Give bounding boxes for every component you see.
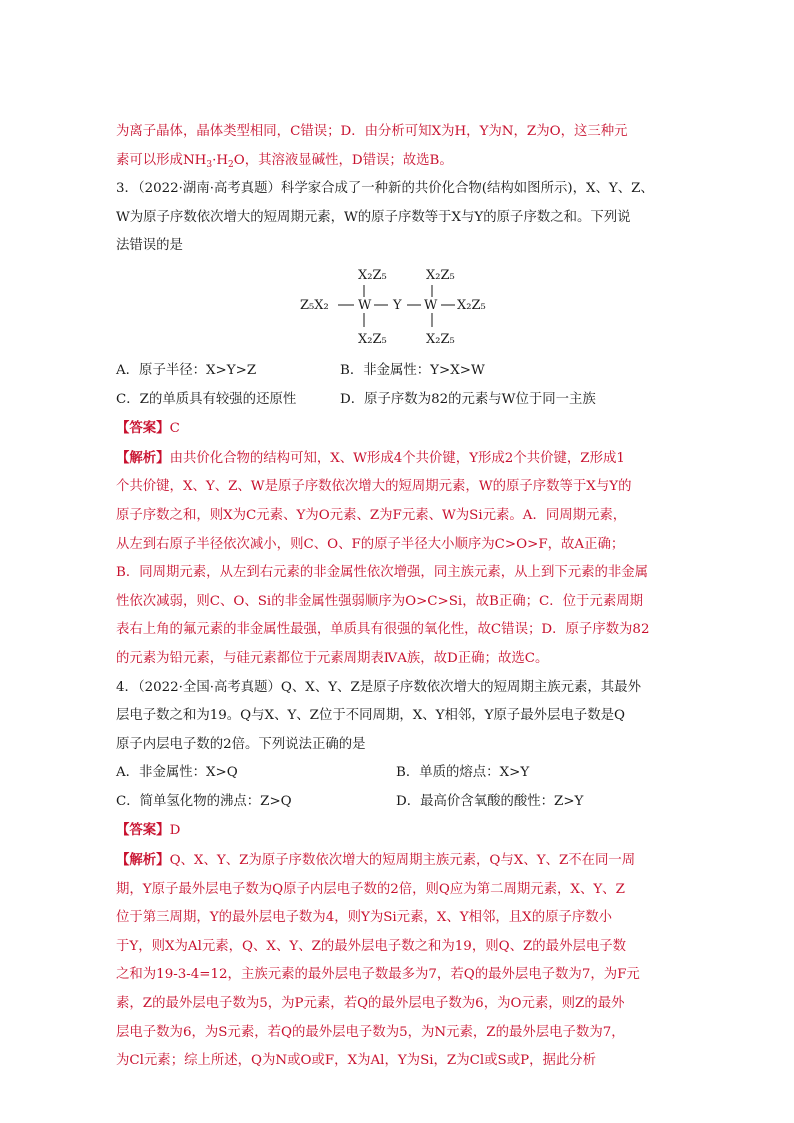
struct-bottom-left: X₂Z₅ bbox=[358, 331, 387, 347]
q4-stem-line-2: 层电子数之和为19。Q与X、Y、Z位于不同周期，X、Y相邻，Y原子最外层电子数是Q bbox=[116, 708, 625, 724]
struct-right: X₂Z₅ bbox=[457, 297, 486, 313]
q3-options-row-2 bbox=[116, 386, 682, 415]
q4-stem-line-1: 4．（2022·全国·高考真题）Q、X、Y、Z是原子序数依次增大的短周期主族元素，其最外 bbox=[116, 679, 641, 695]
q3-answer: 【答案】C bbox=[116, 420, 180, 437]
q4-analysis-line-7: 层电子数为6，为S元素，若Q的最外层电子数为5，为N元素，Z的最外层电子数为7， bbox=[116, 1024, 625, 1040]
q4-analysis-line-5: 之和为19-3-4=12，主族元素的最外层电子数最多为7，若Q的最外层电子数为7，为F元 bbox=[116, 967, 640, 983]
q3-analysis-line-3: 原子序数之和，则X为C元素、Y为O元素、Z为F元素、W为Si元素。A．同周期元素， bbox=[116, 507, 627, 523]
q3-option-a[interactable]: A．原子半径：X>Y>Z bbox=[116, 362, 257, 378]
q4-options-row-1 bbox=[116, 759, 682, 788]
intro-line-1: 为离子晶体，晶体类型相同，C错误；D．由分析可知X为H，Y为N，Z为O，这三种元 bbox=[116, 124, 628, 139]
q4-analysis-line-6: 素，Z的最外层电子数为5，为P元素，若Q的最外层电子数为6，为O元素，则Z的最外 bbox=[116, 996, 625, 1012]
q3-analysis-line-7: 表右上角的氟元素的非金属性最强，单质具有很强的氧化性，故C错误；D．原子序数为82 bbox=[116, 622, 650, 638]
q4-analysis-line-8: 为Cl元素；综上所述，Q为N或O或F，X为Al，Y为Si，Z为Cl或S或P，据此分析 bbox=[116, 1053, 597, 1069]
q4-options-row-2 bbox=[116, 788, 682, 817]
q3-analysis-line-4: 从左到右原子半径依次减小，则C、O、F的原子半径大小顺序为C>O>F，故A正确； bbox=[116, 536, 625, 552]
q4-stem-line-3: 原子内层电子数的2倍。下列说法正确的是 bbox=[116, 736, 366, 752]
q3-analysis-line-5: B．同周期元素，从左到右元素的非金属性依次增强，同主族元素，从上到下元素的非金属 bbox=[116, 565, 649, 581]
q3-stem-line-1: 3．（2022·湖南·高考真题）科学家合成了一种新的共价化合物(结构如图所示)，X、Y、Z、 bbox=[116, 181, 654, 197]
struct-y: Y bbox=[393, 297, 402, 313]
struct-w1: W bbox=[358, 297, 372, 313]
q4-option-b[interactable]: B．单质的熔点：X>Y bbox=[396, 765, 530, 781]
q3-analysis-line-2: 个共价键，X、Y、Z、W是原子序数依次增大的短周期元素，W的原子序数等于X与Y的 bbox=[116, 479, 632, 495]
intro-line-2: 素可以形成$NH_3\cdot H_2O$，其溶液显碱性，D错误；故选B。 bbox=[116, 152, 453, 170]
q4-analysis-line-2: 期，Y原子最外层电子数为Q原子内层电子数的2倍，则Q应为第二周期元素，X、Y、Z bbox=[116, 881, 625, 897]
q3-stem-line-2: W为原子序数依次增大的短周期元素，W的原子序数等于X与Y的原子序数之和。下列说 bbox=[116, 209, 631, 225]
struct-w2: W bbox=[424, 297, 438, 313]
q3-analysis-line-6: 性依次减弱，则C、O、Si的非金属性强弱顺序为O>C>Si，故B正确；C．位于元素周期 bbox=[116, 593, 643, 609]
q4-option-a[interactable]: A．非金属性：X>Q bbox=[116, 765, 238, 781]
q3-options-row-1 bbox=[116, 357, 682, 386]
struct-left: Z₅X₂ bbox=[300, 297, 329, 313]
struct-top-left: X₂Z₅ bbox=[358, 267, 387, 283]
q3-option-d[interactable]: D．原子序数为82的元素与W位于同一主族 bbox=[340, 391, 596, 407]
q4-option-c[interactable]: C．简单氢化物的沸点：Z>Q bbox=[116, 793, 292, 809]
q3-option-b[interactable]: B．非金属性：Y>X>W bbox=[340, 362, 485, 378]
q4-analysis-line-3: 位于第三周期，Y的最外层电子数为4，则Y为Si元素，X、Y相邻，且X的原子序数小 bbox=[116, 910, 613, 926]
q3-stem-line-3: 法错误的是 bbox=[116, 238, 183, 254]
q4-answer: 【答案】D bbox=[116, 822, 181, 839]
q4-analysis-line-1: 【解析】Q、X、Y、Z为原子序数依次增大的短周期主族元素，Q与X、Y、Z不在同一周 bbox=[116, 852, 636, 869]
struct-top-right: X₂Z₅ bbox=[426, 267, 455, 283]
struct-bottom-right: X₂Z₅ bbox=[426, 331, 455, 347]
q3-option-c[interactable]: C．Z的单质具有较强的还原性 bbox=[116, 391, 297, 407]
q3-analysis-line-1: 【解析】由共价化合物的结构可知，X、W形成4个共价键，Y形成2个共价键，Z形成1 bbox=[116, 449, 625, 466]
q4-analysis-line-4: 于Y，则X为Al元素，Q、X、Y、Z的最外层电子数之和为19，则Q、Z的最外层电子数 bbox=[116, 938, 627, 954]
q3-analysis-line-8: 的元素为铅元素，与硅元素都位于元素周期表ⅣA族，故D正确；故选C。 bbox=[116, 650, 549, 666]
q3-structure-figure bbox=[116, 265, 682, 357]
document-content bbox=[116, 118, 682, 1076]
q4-option-d[interactable]: D．最高价含氧酸的酸性：Z>Y bbox=[396, 793, 584, 809]
